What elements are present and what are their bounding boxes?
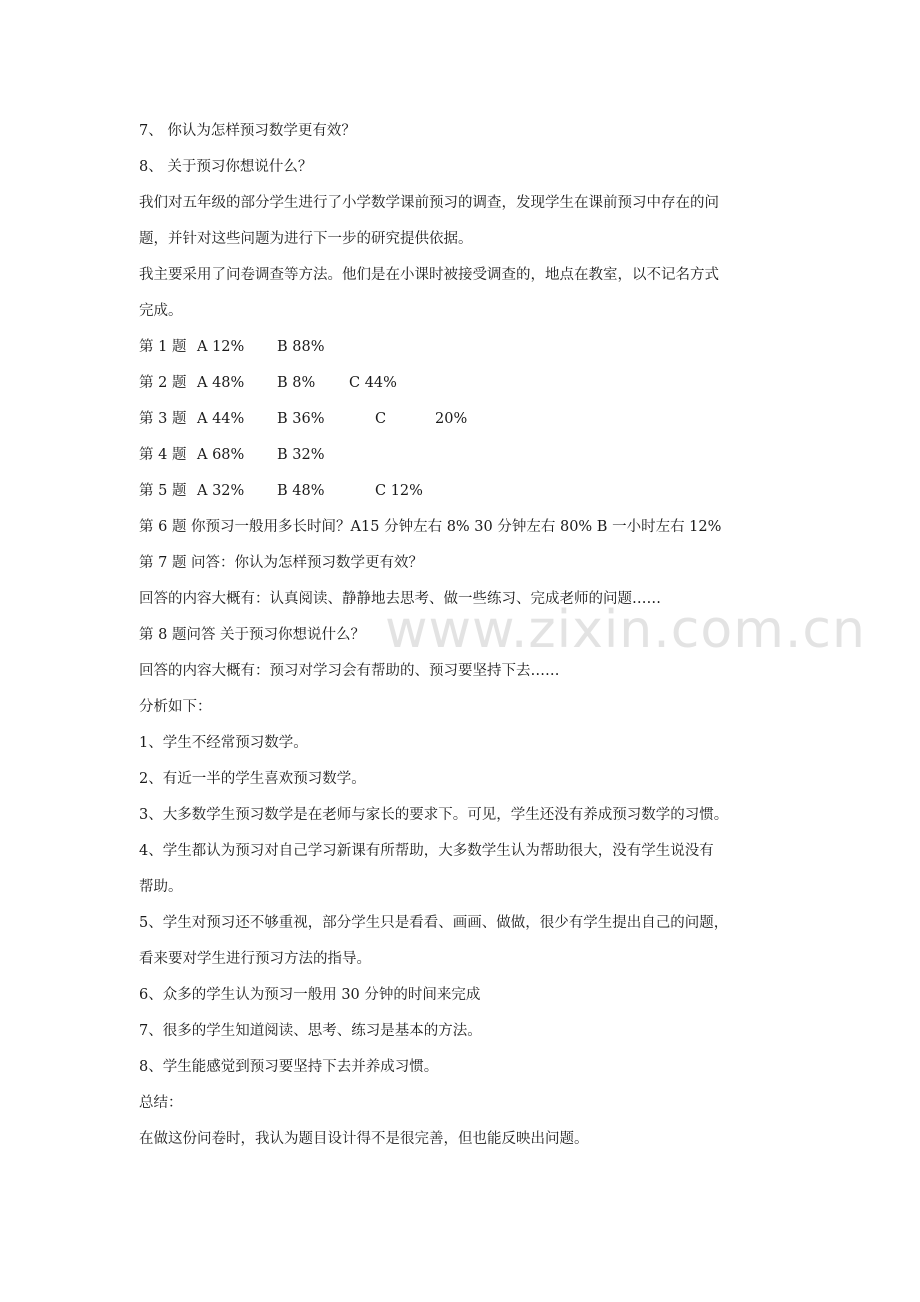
- result-question: 第 1 题: [139, 339, 187, 355]
- analysis-item-5-line-1: 5、学生对预习还不够重视，部分学生只是看看、画画、做做，很少有学生提出自己的问题，: [139, 915, 729, 931]
- analysis-heading: 分析如下：: [139, 699, 212, 715]
- summary-heading: 总结：: [139, 1095, 183, 1111]
- summary-text: 在做这份问卷时，我认为题目设计得不是很完善，但也能反映出问题。: [139, 1131, 589, 1147]
- result-row-8: 第 8 题问答 关于预习你想说什么？: [139, 627, 366, 643]
- answer-summary-8: 回答的内容大概有：预习对学习会有帮助的、预习要坚持下去……: [139, 663, 560, 679]
- result-question: 第 4 题: [139, 447, 187, 463]
- result-row-3: [139, 401, 799, 437]
- result-row-7: 第 7 题 问答：你认为怎样预习数学更有效？: [139, 555, 424, 571]
- result-option-b: B 8%: [277, 375, 316, 391]
- analysis-item-4-line-2: 帮助。: [139, 879, 183, 895]
- analysis-item-2: 2、有近一半的学生喜欢预习数学。: [139, 771, 366, 787]
- result-option-a: A 48%: [197, 375, 245, 391]
- analysis-item-8: 8、学生能感觉到预习要坚持下去并养成习惯。: [139, 1059, 439, 1075]
- result-option-a: A 12%: [197, 339, 245, 355]
- result-row-2: [139, 365, 799, 401]
- result-option-a: A 32%: [197, 483, 245, 499]
- result-question: 第 3 题: [139, 411, 187, 427]
- watermark: www.zixin.com.cn: [385, 600, 866, 660]
- answer-summary-7: 回答的内容大概有：认真阅读、静静地去思考、做一些练习、完成老师的问题……: [139, 591, 661, 607]
- result-row-1: [139, 329, 799, 365]
- document-body: [139, 113, 799, 1157]
- analysis-item-1: 1、学生不经常预习数学。: [139, 735, 308, 751]
- analysis-item-7: 7、很多的学生知道阅读、思考、练习是基本的方法。: [139, 1023, 482, 1039]
- question-7-line: 7、 你认为怎样预习数学更有效？: [139, 123, 356, 139]
- survey-intro-line-1: 我们对五年级的部分学生进行了小学数学课前预习的调查，发现学生在课前预习中存在的问: [139, 195, 719, 211]
- method-line-2: 完成。: [139, 303, 183, 319]
- result-option-b: B 48%: [277, 483, 325, 499]
- analysis-item-3: 3、大多数学生预习数学是在老师与家长的要求下。可见，学生还没有养成预习数学的习惯。: [139, 807, 729, 823]
- result-option-c: C 44%: [349, 375, 397, 391]
- result-option-c: C 12%: [375, 483, 423, 499]
- result-option-c: C: [375, 411, 387, 427]
- result-option-b: B 88%: [277, 339, 325, 355]
- result-question: 第 5 题: [139, 483, 187, 499]
- result-option-b: B 32%: [277, 447, 325, 463]
- result-option-a: A 44%: [197, 411, 245, 427]
- result-row-6: 第 6 题 你预习一般用多长时间？A15 分钟左右 8% 30 分钟左右 80% B 一小时左右 12%: [139, 519, 722, 535]
- result-row-5: [139, 473, 799, 509]
- question-8-line: 8、 关于预习你想说什么？: [139, 159, 313, 175]
- result-option-c-value: 20%: [435, 411, 468, 427]
- analysis-item-4-line-1: 4、学生都认为预习对自己学习新课有所帮助，大多数学生认为帮助很大，没有学生说没有: [139, 843, 714, 859]
- method-line-1: 我主要采用了问卷调查等方法。他们是在小课时被接受调查的，地点在教室，以不记名方式: [139, 267, 719, 283]
- result-option-a: A 68%: [197, 447, 245, 463]
- analysis-item-6: 6、众多的学生认为预习一般用 30 分钟的时间来完成: [139, 987, 481, 1003]
- result-option-b: B 36%: [277, 411, 325, 427]
- result-row-4: [139, 437, 799, 473]
- survey-intro-line-2: 题，并针对这些问题为进行下一步的研究提供依据。: [139, 231, 473, 247]
- analysis-item-5-line-2: 看来要对学生进行预习方法的指导。: [139, 951, 371, 967]
- result-question: 第 2 题: [139, 375, 187, 391]
